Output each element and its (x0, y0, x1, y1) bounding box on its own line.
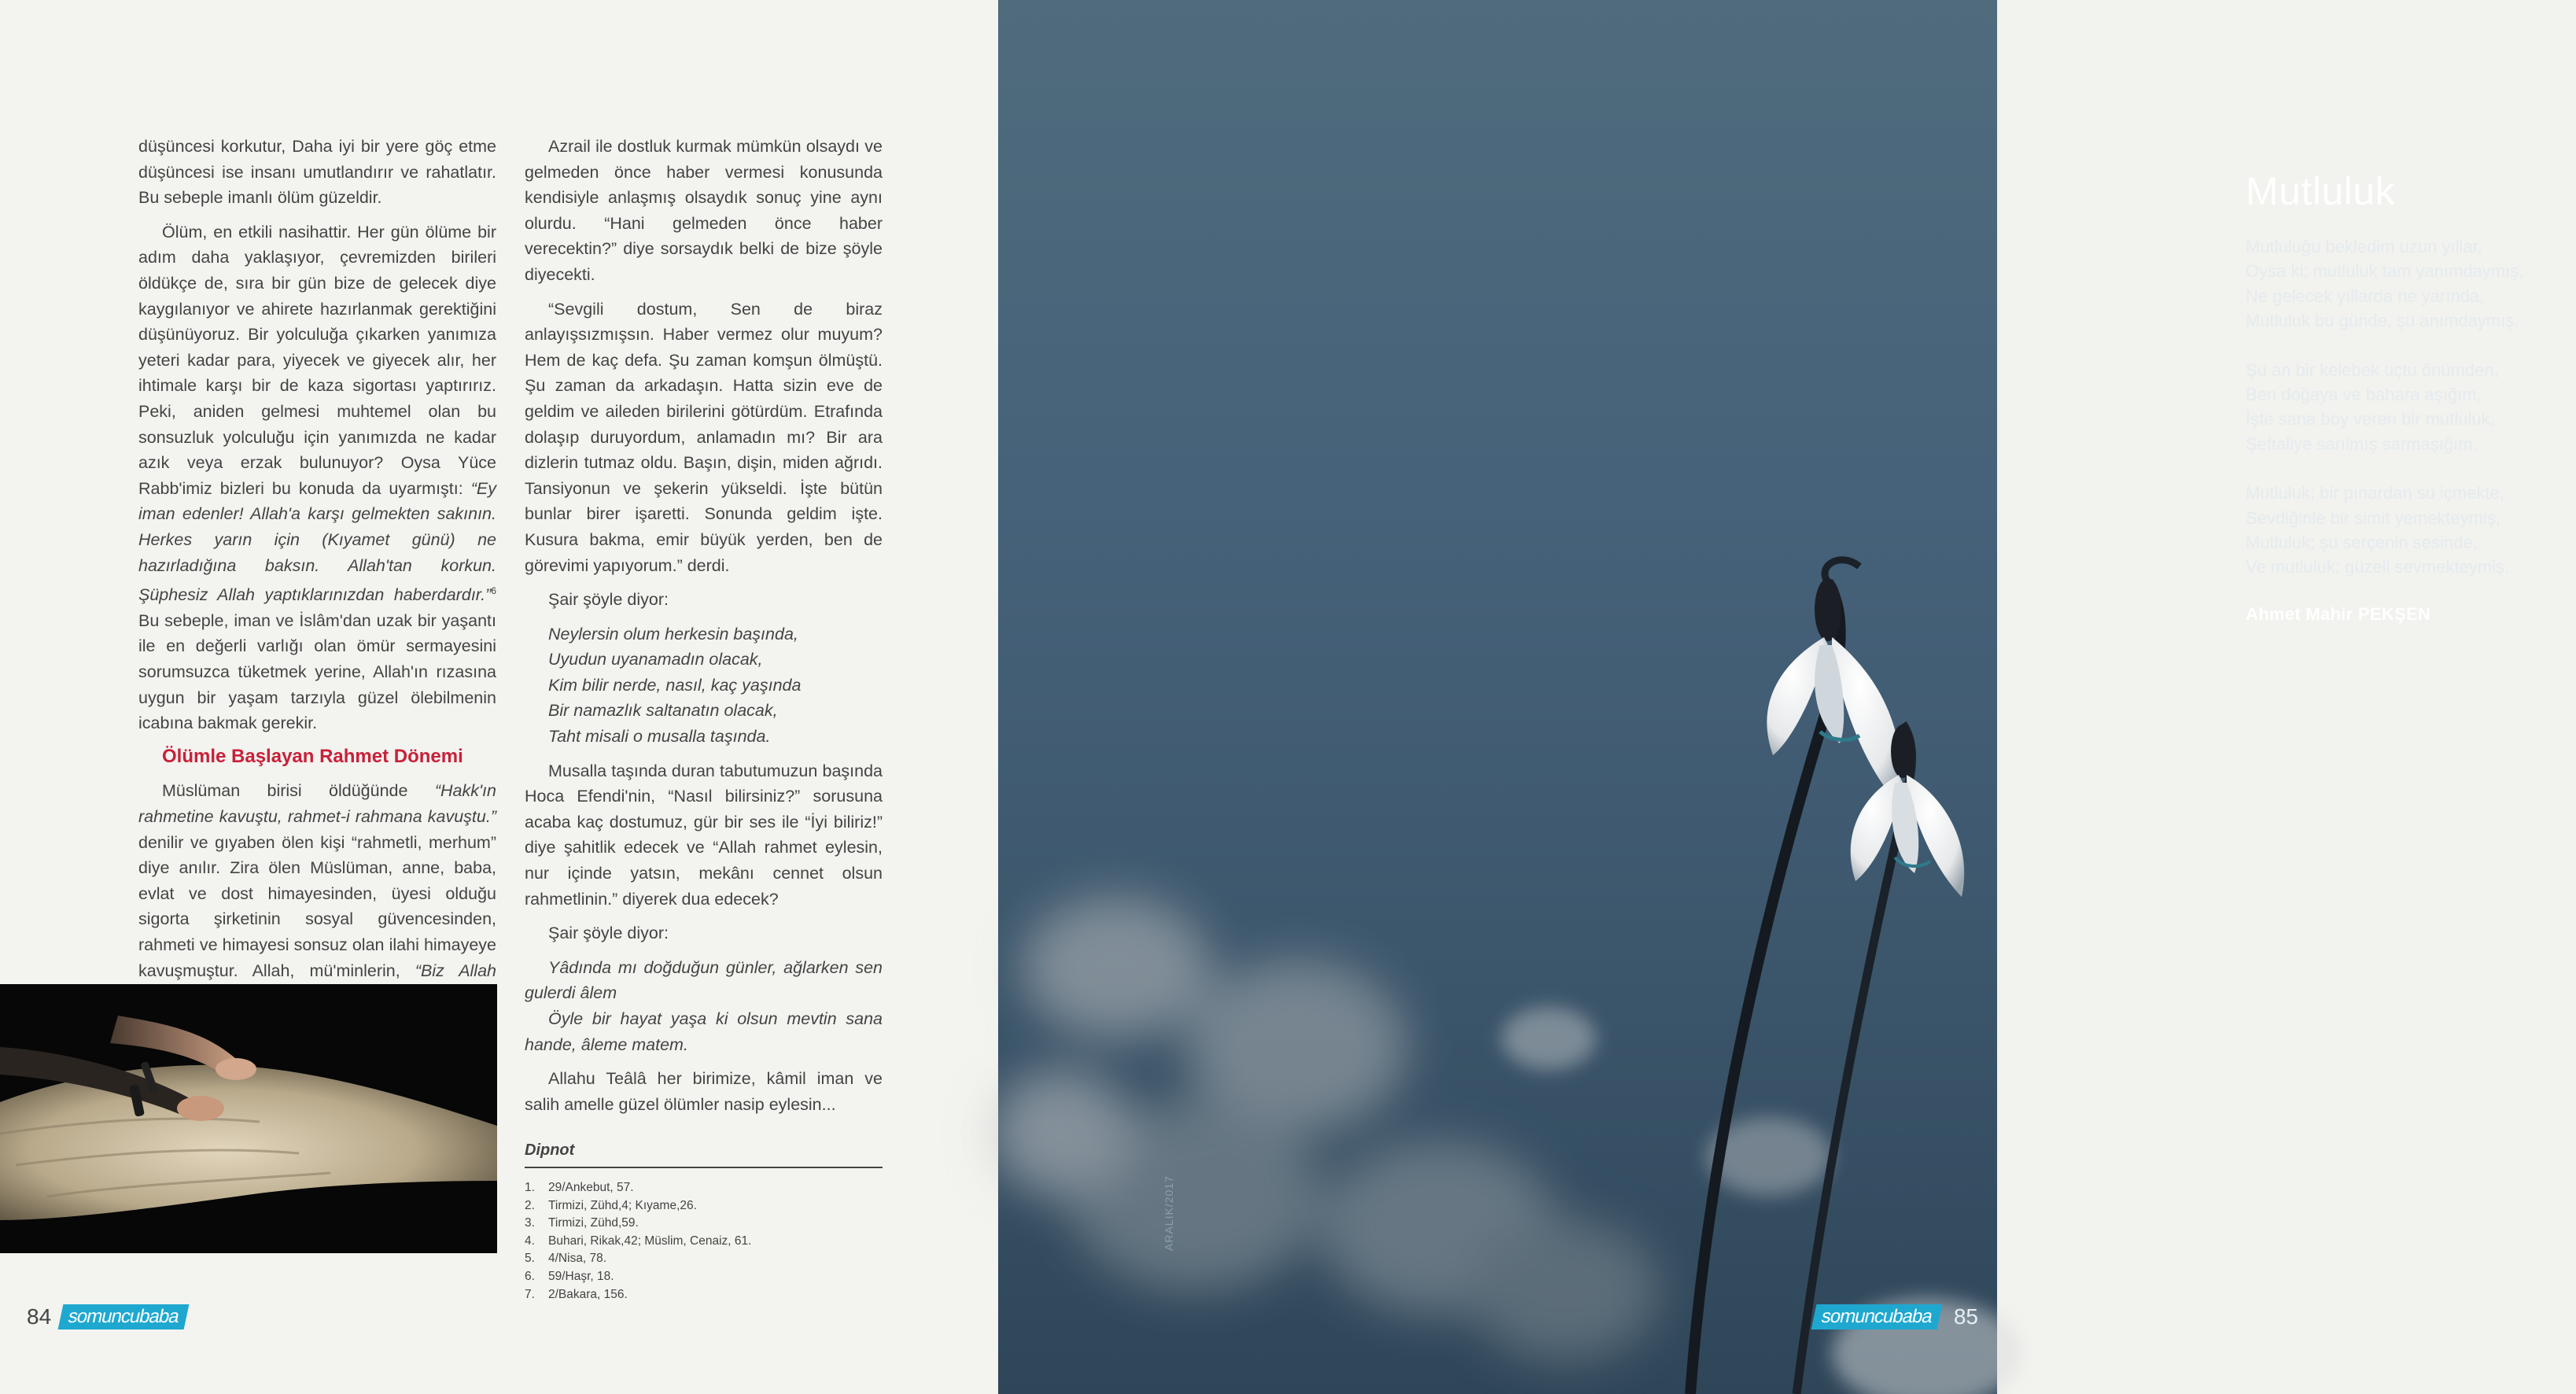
poem-line: Şu an bir kelebek uçtu önümden, (2246, 360, 2499, 380)
poem-stanza (2246, 234, 2576, 334)
poem-line: Mutluluk bu günde, şu anımdaymış. (2246, 311, 2519, 331)
page-footer-right (1814, 1303, 1978, 1331)
poem-line: Oysa ki; mutluluk tam yanımdaymış, (2246, 261, 2524, 282)
poem-line: Ben doğaya ve bahara aşığım, (2246, 385, 2482, 405)
text-span: denilir ve gıyaben ölen kişi “rahmetli, merhum” diye anılır. Zira ölen Müslüman, anne, baba, evlat ve dost himayesinden, üyesi olduğu sigorta şirketinin sosyal güvencesinden, rahmeti ve himayesi sonsuz olan ilahi himayeye kavuşmuştur. Allah, mü'minlerin, (138, 832, 496, 980)
poet-intro: Şair şöyle diyor: (548, 924, 669, 943)
poem-title: Mutluluk (2246, 169, 2396, 213)
section-heading: Ölümle Başlayan Rahmet Dönemi (162, 745, 463, 767)
footnote-item: 2. Tirmizi, Zühd,4; Kıyame,26. (525, 1198, 697, 1212)
poem-line: Mutluluğu bekledim uzun yıllar, (2246, 237, 2482, 256)
paragraph (138, 219, 496, 736)
footnote-ref: 6 (491, 585, 496, 597)
poem-line: Sevdiğinle bir simit yemekteymiş, (2246, 507, 2500, 528)
footnote-item: 7. 2/Bakara, 156. (525, 1287, 628, 1301)
paragraph: Azrail ile dostluk kurmak mümkün olsaydı ve gelmeden önce haber vermesi konusunda kendisiyle anlaşmış olsaydık sonuç yine aynı olurdu. “Hani gelmeden önce haber verecektin?” diye sorsaydık belki de bize şöyle diyecekti. (525, 137, 883, 284)
poem-line: Mutluluk; şu serçenin sesinde, (2246, 533, 2478, 553)
poem-line: Bir namazlık saltanatın olacak, (548, 701, 778, 721)
page-number: 85 (1953, 1304, 1978, 1329)
shroud-illustration (0, 984, 497, 1253)
poem-stanza (2246, 481, 2576, 580)
page-footer-left (27, 1303, 186, 1331)
paragraph: “Sevgili dostum, Sen de biraz anlayışsızmışsın. Haber vermez olur muyum? Hem de kaç defa. Şu zaman komşun ölmüştü. Şu zaman da arkadaşın. Hatta sizin eve de geldim ve aileden birilerini götürdüm. Etrafında dolaşıp duruyordum, anlamadın mı? Bir ara dizlerin tutmaz oldu. Başın, dişin, miden ağrıdı. Tansiyonun ve şekerin yükseldi. İşte bütün bunlar birer işaretti. Sonunda geldim işte. Kusura bakma, emir büyük yerden, ben de görevimi yapıyorum.” derdi. (525, 299, 883, 575)
poem-line: Öyle bir hayat yaşa ki olsun mevtin sana hande, âleme matem. (525, 1009, 883, 1054)
text-column-1 (138, 134, 496, 1039)
poem-block (2246, 168, 2576, 625)
snowdrop-photo (998, 0, 1997, 1394)
text-span: Müslüman birisi öldüğünde (162, 781, 435, 801)
paragraph: Musalla taşında duran tabutumuzun başında Hoca Efendi'nin, “Nasıl bilirsiniz?” sorusuna acaba kaç dostumuz, gür bir ses ile “İyi biliriz!” diye şahitlik edecek ve “Allah rahmet eylesin, nur içinde yatsın, mekânı cennet olsun rahmetlinin.” diyerek dua edecek? (525, 761, 883, 909)
page-number: 84 (27, 1304, 52, 1329)
footnote-item: 1. 29/Ankebut, 57. (525, 1180, 634, 1194)
brand-logo: somuncubaba (1811, 1304, 1943, 1329)
quote-span: “Biz Allah (415, 961, 497, 980)
footnote-item: 3. Tirmizi, Zühd,59. (525, 1216, 639, 1230)
footnote-item: 4. Buhari, Rikak,42; Müslim, Cenaiz, 61. (525, 1234, 752, 1248)
left-page (0, 0, 998, 1394)
poem-line: Şeftaliye sarılmış sarmaşığım. (2246, 433, 2478, 454)
paragraph: düşüncesi korkutur, Daha iyi bir yere göç etme düşüncesi ise insanı umutlandırır ve rahatlatır. Bu sebeple imanlı ölüm güzeldir. (138, 137, 496, 208)
poem-line: İşte sana boy veren bir mutluluk, (2246, 409, 2495, 430)
footnote-title: Dipnot (525, 1138, 883, 1168)
poem-line: Kim bilir nerde, nasıl, kaç yaşında (548, 675, 802, 695)
poem-author: Ahmet Mahir PEKŞEN (2246, 603, 2431, 624)
paragraph: Allahu Teâlâ her birimize, kâmil iman ve salih amelle güzel ölümler nasip eylesin... (525, 1069, 883, 1114)
right-page (998, 0, 2524, 1394)
footnote-item: 6. 59/Haşr, 18. (525, 1269, 614, 1283)
text-column-2 (525, 134, 883, 1304)
issue-date: ARALIK/2017 (1163, 1175, 1175, 1251)
shroud-photo (0, 984, 497, 1253)
quote-span: “Ey iman edenler! Allah'a karşı gelmekten sakının. Herkes yarın için (Kıyamet günü) ne hazırladığına baksın. Allah'tan korkun. Şüphesiz Allah yaptıklarınızdan haberdardır.” (138, 478, 496, 605)
poem-line: Uyudun uyanamadın olacak, (548, 650, 763, 669)
poem-line: Yâdında mı doğduğun günler, ağlarken sen gulerdi âlem (525, 957, 883, 1003)
brand-logo: somuncubaba (58, 1304, 190, 1329)
poem-line: Taht misali o musalla taşında. (548, 727, 771, 747)
poem-line: Ne gelecek yıllarda ne yarında, (2246, 286, 2485, 306)
footnote-list (525, 1179, 883, 1304)
poem-line: Neylersin olum herkesin başında, (548, 624, 798, 644)
quote-span: “Hakk'ın rahmetine kavuştu, rahmet-i rahmana kavuştu.” (138, 781, 496, 826)
poem-line: Ve mutluluk; güzeli sevmekteymiş. (2246, 557, 2510, 577)
poet-intro: Şair şöyle diyor: (548, 590, 669, 610)
poem-quote-1 (525, 621, 883, 750)
footnote-item: 5. 4/Nisa, 78. (525, 1252, 607, 1266)
text-span: Bu sebeple, iman ve İslâm'dan uzak bir yaşantı ile en değerli varlığı olan ömür sermayesini sorumsuzca tüketmek yerine, Allah'ın rızasına uygun bir yaşam tarzıyla güzel ölebilmenin icabına bakmak gerekir. (138, 610, 496, 733)
poem-line: Mutluluk; bir pınardan su içmekte, (2246, 483, 2504, 503)
poem-stanza (2246, 358, 2576, 457)
text-span: Ölüm, en etkili nasihattir. Her gün ölüme bir adım daha yaklaşıyor, çevremizden birileri öldükçe de, sıra bir gün bize de gelecek diye kaygılanıyor ve ahirete hazırlanmak gerektiğini düşünüyoruz. Bir yolculuğa çıkarken yanımıza yeteri kadar para, yiyecek ve giyecek alır, her ihtimale karşı bir de kaza sigortası yaptırırız. Peki, aniden gelmesi muhtemel olan bu sonsuzluk yolculuğu için yanımızda ne kadar azık veya erzak bulunuyor? Oysa Yüce Rabb'imiz bizleri bu konuda da uyarmıştı: (138, 222, 496, 498)
